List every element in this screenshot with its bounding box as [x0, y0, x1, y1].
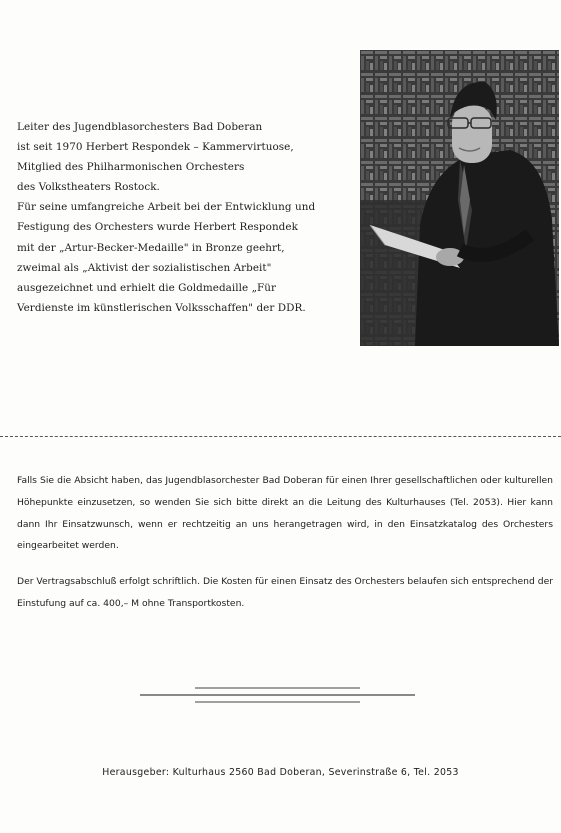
bio-line: mit der „Artur-Becker-Medaille" in Bronze geehrt, — [17, 241, 285, 254]
bio-line: Festigung des Orchesters wurde Herbert Respondek — [17, 221, 298, 234]
booking-info — [17, 470, 553, 629]
bio-line: ausgezeichnet und erhielt die Goldmedaille „Für — [17, 281, 277, 294]
bio-line: des Volkstheaters Rostock. — [17, 181, 160, 194]
bio-line: Leiter des Jugendblasorchesters Bad Doberan — [17, 121, 263, 133]
section-divider — [0, 436, 561, 437]
ornamental-rule — [140, 684, 415, 708]
bio-line: ist seit 1970 Herbert Respondek – Kammervirtuose, — [17, 141, 294, 154]
bio-line: Für seine umfangreiche Arbeit bei der Entwicklung und — [17, 201, 316, 214]
bio-line: Verdienste im künstlerischen Volksschaffen" der DDR. — [17, 301, 306, 314]
booking-paragraph: Falls Sie die Absicht haben, das Jugendblasorchester Bad Doberan für einen Ihrer gesellschaftlichen oder kulturellen Höhepunkte einzusetzen, so wenden Sie sich bitte direkt an die Leitung des Kulturhauses (Tel. 2053). Hier kann dann Ihr Einsatzwunsch, wenn er rechtzeitig an uns herangetragen wird, in den Einsatzkatalog des Orchesters eingearbeitet werden. — [17, 475, 553, 552]
cost-paragraph: Der Vertragsabschluß erfolgt schriftlich. Die Kosten für einen Einsatz des Orchesters belaufen sich entsprechend der Einstufung auf ca. 400,– M ohne Transportkosten. — [17, 576, 553, 609]
portrait-illustration — [360, 50, 559, 346]
bio-line: Mitglied des Philharmonischen Orchesters — [17, 161, 245, 174]
biography-text — [17, 117, 316, 318]
bio-line: zweimal als „Aktivist der sozialistischen Arbeit" — [17, 261, 272, 274]
publisher-line: Herausgeber: Kulturhaus 2560 Bad Doberan, Severinstraße 6, Tel. 2053 — [102, 767, 459, 778]
portrait-photo — [360, 50, 559, 346]
